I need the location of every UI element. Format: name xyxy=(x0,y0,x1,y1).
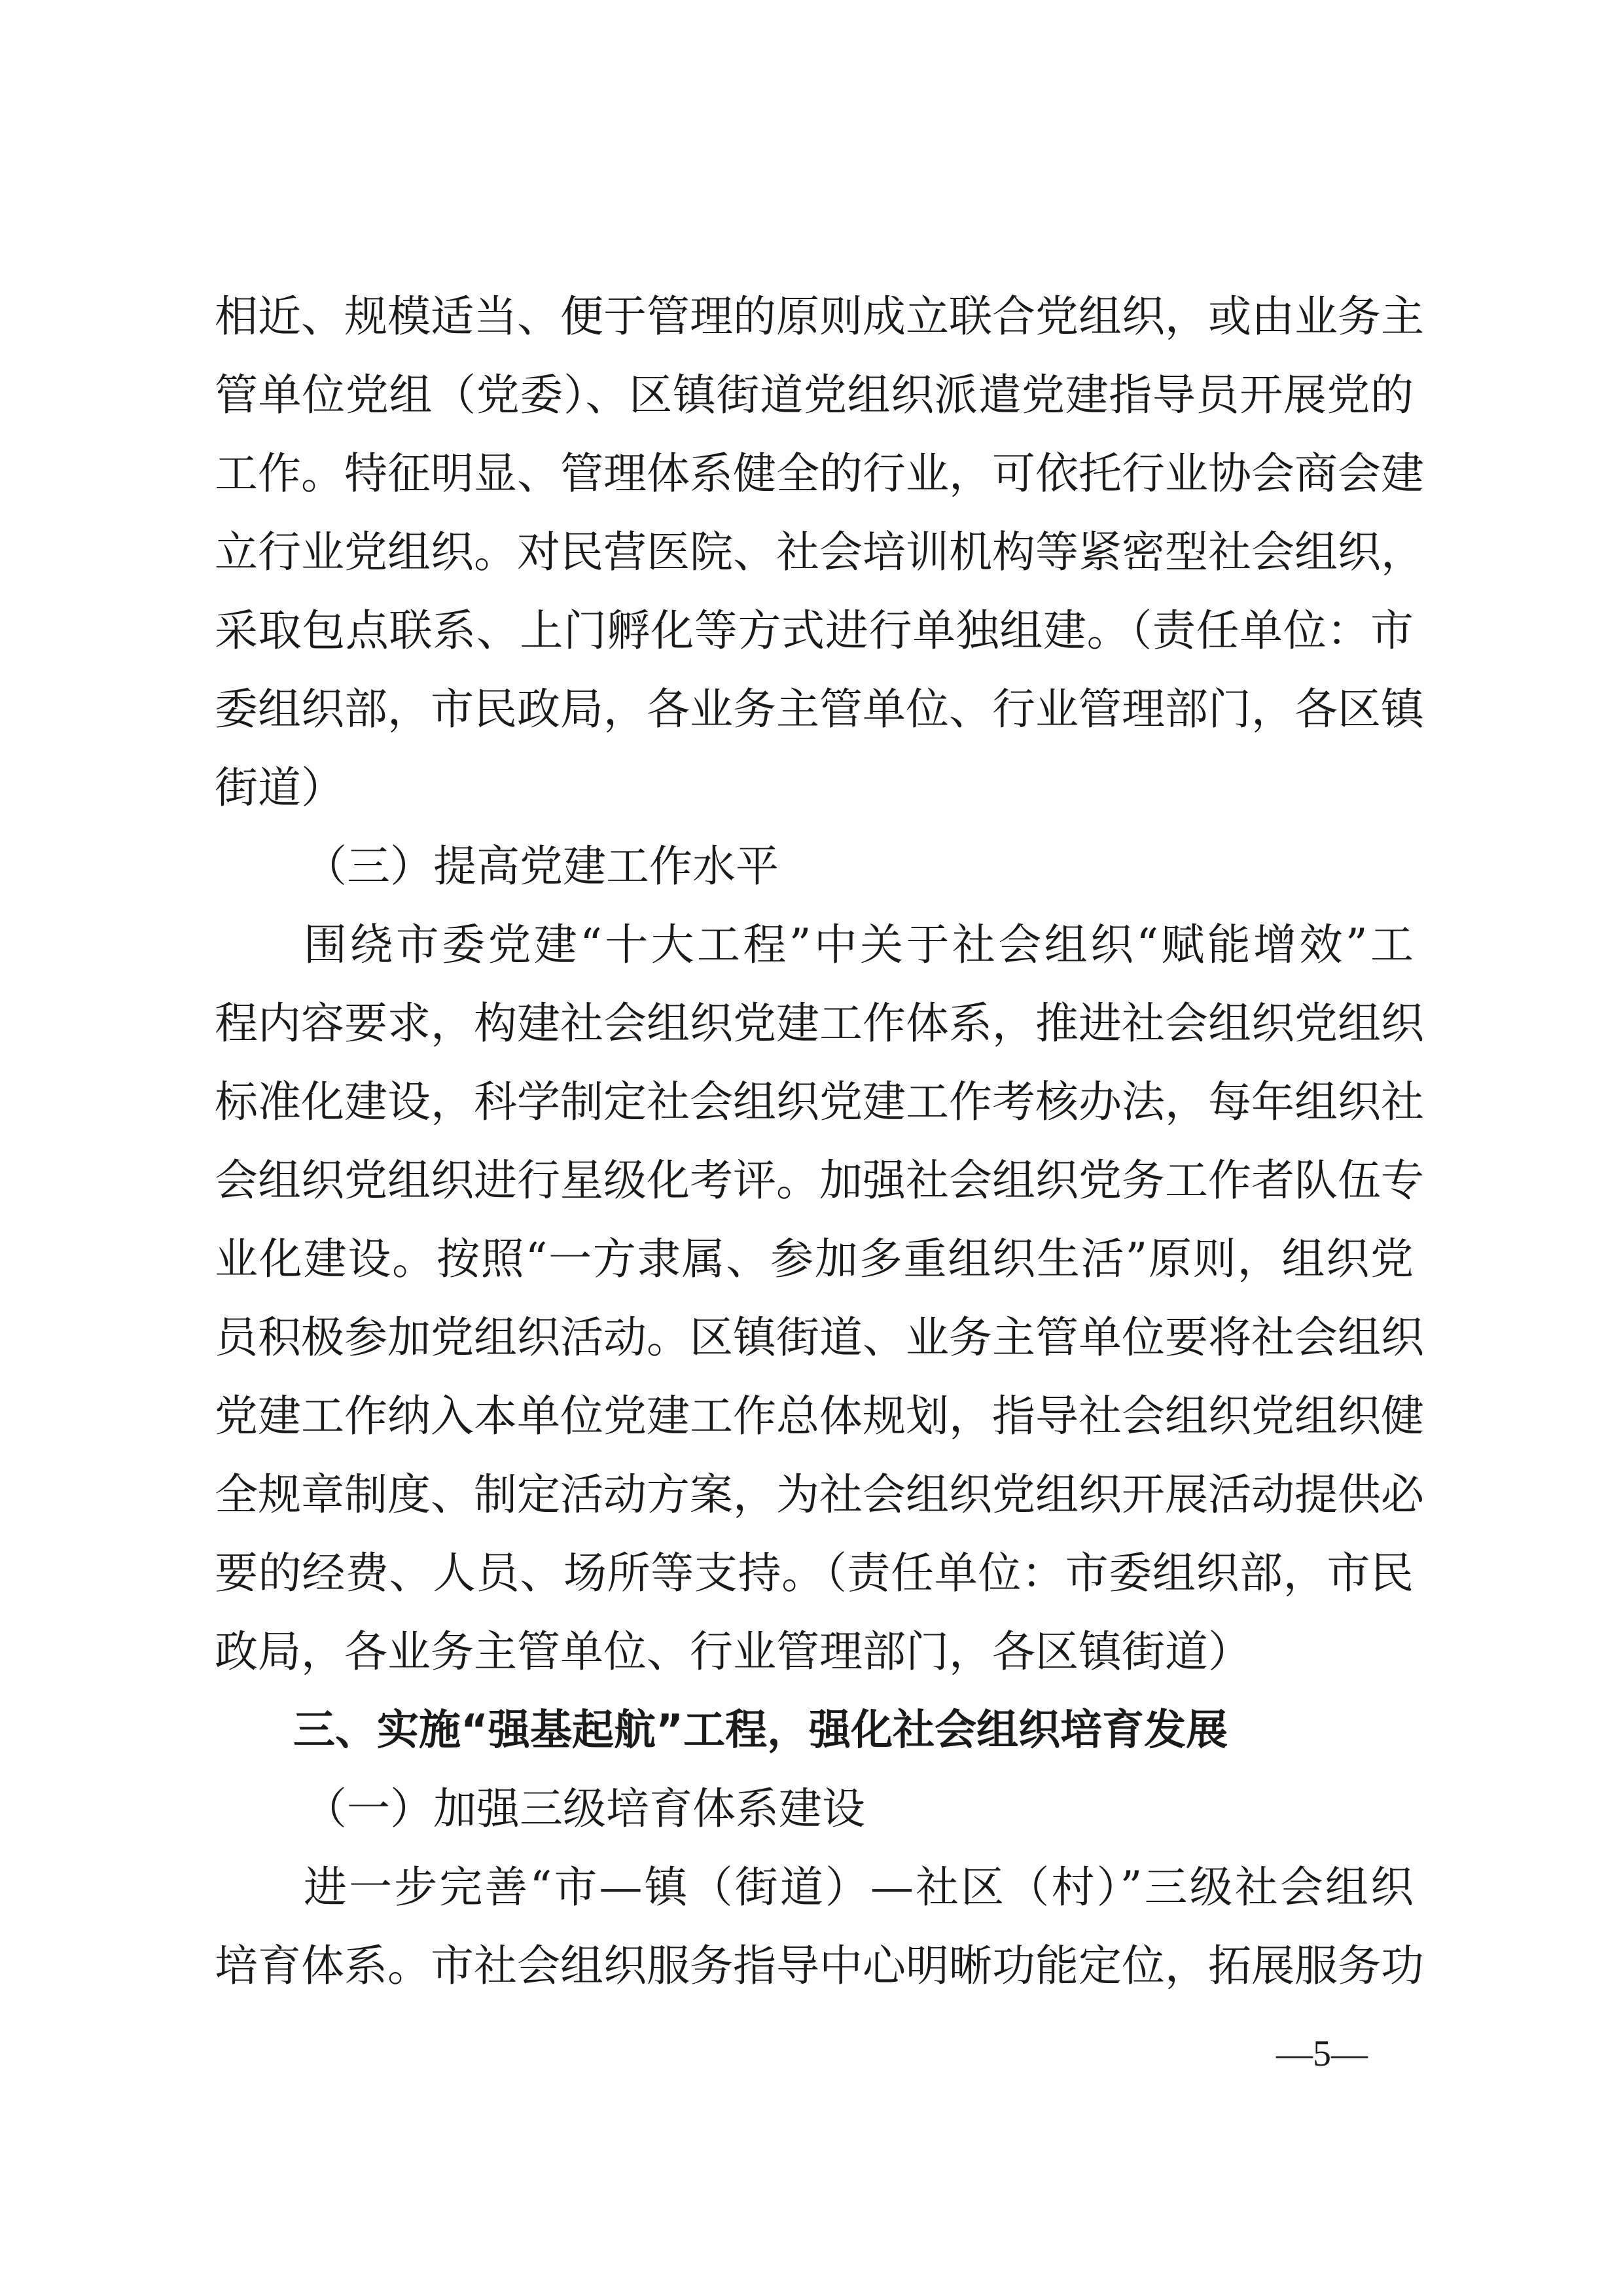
paragraph-line: 要的经费、人员、场所等支持。（责任单位：市委组织部，市民 xyxy=(215,1548,1414,1598)
paragraph-line: 街道） xyxy=(215,762,344,813)
paragraph-line: 程内容要求，构建社会组织党建工作体系，推进社会组织党组织 xyxy=(215,998,1424,1049)
paragraph-line: 会组织党组织进行星级化考评。加强社会组织党务工作者队伍专 xyxy=(215,1155,1424,1206)
section-subheading: （一）加强三级培育体系建设 xyxy=(304,1784,865,1834)
section-heading: 三、实施“强基起航”工程，强化社会组织培育发展 xyxy=(293,1706,1228,1755)
paragraph-line: 员积极参加党组织活动。区镇街道、业务主管单位要将社会组织 xyxy=(215,1312,1424,1363)
paragraph-line: 围绕市委党建“十大工程”中关于社会组织“赋能增效”工 xyxy=(304,920,1414,970)
page-number: —5— xyxy=(1276,2034,1368,2074)
paragraph-line: 立行业党组织。对民营医院、社会培训机构等紧密型社会组织， xyxy=(215,527,1424,577)
paragraph-line: 业化建设。按照“一方隶属、参加多重组织生活”原则，组织党 xyxy=(215,1234,1414,1284)
paragraph-line: 培育体系。市社会组织服务指导中心明晰功能定位，拓展服务功 xyxy=(215,1941,1424,1991)
section-subheading: （三）提高党建工作水平 xyxy=(304,841,779,891)
paragraph-line: 标准化建设，科学制定社会组织党建工作考核办法，每年组织社 xyxy=(215,1077,1424,1127)
paragraph-line: 相近、规模适当、便于管理的原则成立联合党组织，或由业务主 xyxy=(215,291,1424,342)
paragraph-line: 采取包点联系、上门孵化等方式进行单独组建。（责任单位：市 xyxy=(215,605,1414,656)
paragraph-line: 委组织部，市民政局，各业务主管单位、行业管理部门，各区镇 xyxy=(215,684,1424,734)
paragraph-line: 党建工作纳入本单位党建工作总体规划，指导社会组织党组织健 xyxy=(215,1391,1424,1441)
paragraph-line: 全规章制度、制定活动方案，为社会组织党组织开展活动提供必 xyxy=(215,1469,1424,1520)
paragraph-line: 管单位党组（党委）、区镇街道党组织派遣党建指导员开展党的 xyxy=(215,370,1414,420)
paragraph-line: 进一步完善“市—镇（街道）—社区（村）”三级社会组织 xyxy=(304,1862,1414,1912)
paragraph-line: 工作。特征明显、管理体系健全的行业，可依托行业协会商会建 xyxy=(215,448,1424,499)
paragraph-line: 政局，各业务主管单位、行业管理部门，各区镇街道） xyxy=(215,1626,1251,1677)
